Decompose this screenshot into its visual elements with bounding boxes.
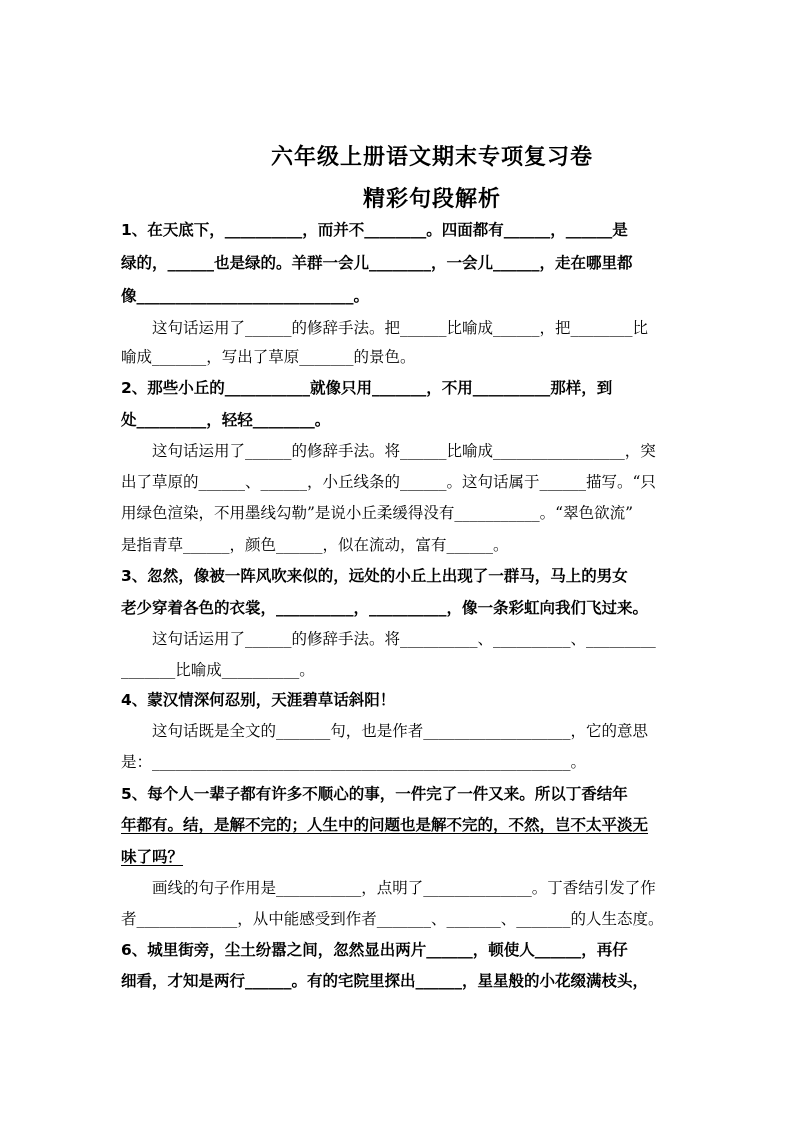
answer-2-line-1: 这句话运用了______的修辞手法。将______比喻成_________________，突 <box>152 442 656 460</box>
question-5-line-2: 年都有。结，是解不完的；人生中的问题也是解不完的，不然，岂不太平淡无 <box>121 816 649 834</box>
question-6-line-2: 细看，才知是两行______。有的宅院里探出______，星星般的小花缀满枝头， <box>121 972 649 990</box>
answer-2-line-3: 用绿色渲染，不用墨线勾勒”是说小丘柔缓得没有___________。“翠色欲流” <box>121 504 634 522</box>
question-3-line-1: 3、忽然，像被一阵风吹来似的，远处的小丘上出现了一群马，马上的男女 <box>121 567 628 585</box>
page-subtitle: 精彩句段解析 <box>362 187 501 212</box>
answer-5-line-2: 者_____________，从中能感受到作者_______、_______、_______的人生态度。 <box>121 910 664 928</box>
question-4-line-1: 4、蒙汉情深何忍别，天涯碧草话斜阳！ <box>121 691 396 709</box>
question-2-line-2: 处_________，轻轻________。 <box>121 411 331 429</box>
answer-4-line-1: 这句话既是全文的_______句，也是作者___________________，它的意思 <box>152 722 649 740</box>
answer-3-line-2: _______比喻成__________。 <box>121 661 315 679</box>
question-2-line-1: 2、那些小丘的___________就像只用_______，不用__________那样，到 <box>121 379 613 397</box>
answer-2-line-2: 出了草原的______、______，小丘线条的______。这句话属于______描写。“只 <box>121 473 656 491</box>
question-6-line-1: 6、城里街旁，尘土纷嚣之间，忽然显出两片______，顿使人______，再仔 <box>121 941 628 959</box>
question-1-line-1: 1、在天底下，__________，而并不________。四面都有______，______是 <box>121 221 628 239</box>
answer-2-line-4: 是指青草______，颜色______，似在流动，富有______。 <box>121 536 509 554</box>
answer-3-line-1: 这句话运用了______的修辞手法。将__________、__________、_________ <box>152 630 656 648</box>
question-5-line-3: 味了吗？ <box>121 848 184 866</box>
answer-4-line-2: 是：______________________________________________________。 <box>121 753 587 771</box>
question-1-line-3: 像____________________________。 <box>121 287 370 305</box>
answer-5-line-1: 画线的句子作用是___________，点明了______________。丁香结引发了作 <box>152 879 656 897</box>
answer-1-line-1: 这句话运用了______的修辞手法。把______比喻成______，把________比 <box>152 319 649 337</box>
question-3-line-2: 老少穿着各色的衣裳，__________，__________，像一条彩虹向我们飞过来。 <box>121 599 649 617</box>
answer-1-line-2: 喻成_______，写出了草原_______的景色。 <box>121 348 416 366</box>
question-1-line-2: 绿的，______也是绿的。羊群一会儿________，一会儿______，走在哪里都 <box>121 254 633 272</box>
question-5-line-1: 5、每个人一辈子都有许多不顺心的事，一件完了一件又来。所以丁香结年 <box>121 785 628 803</box>
page-title: 六年级上册语文期末专项复习卷 <box>270 145 593 170</box>
